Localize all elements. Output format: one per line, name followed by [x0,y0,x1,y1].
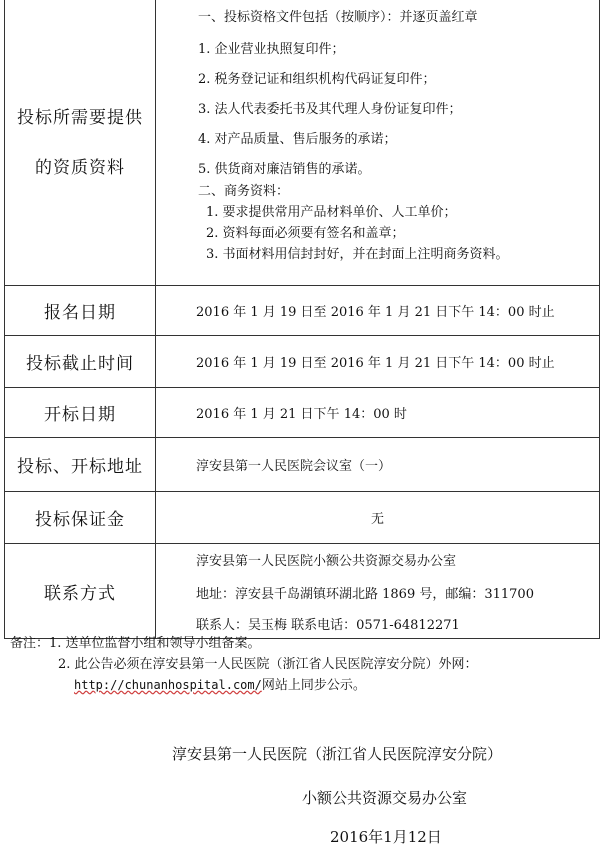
row-label: 投标、开标地址 [5,438,156,492]
qualification-label-cell [5,0,156,286]
signature-org-line1: 淳安县第一人民医院（浙江省人民医院淳安分院） [172,745,503,763]
contact-content-cell [156,544,600,639]
qualification-item: 2. 税务登记证和组织机构代码证复印件； [198,72,436,87]
note-1: 1. 送单位监督小组和领导小组备案。 [49,636,261,651]
qualification-heading-2: 二、商务资料： [198,184,290,199]
bid-opening-date-row [5,388,600,438]
signature-org-line2: 小额公共资源交易办公室 [302,789,468,807]
contact-person: 联系人：吴玉梅 联系电话：0571-64812271 [196,618,460,633]
bid-deadline-row [5,336,600,388]
signature-date: 2016年1月12日 [330,828,442,846]
bid-deposit-row [5,492,600,544]
registration-date-row [5,286,600,336]
row-value: 2016 年 1 月 19 日至 2016 年 1 月 21 日下午 14：00 时止 [156,336,600,388]
contact-address: 地址：淳安县千岛湖镇环湖北路 1869 号，邮编：311700 [196,587,534,602]
row-value: 无 [156,492,600,544]
note-line-3 [10,675,478,696]
qualification-item: 4. 对产品质量、售后服务的承诺； [198,132,397,147]
tender-info-table [4,0,600,639]
qualification-label-line2: 的资质资料 [35,157,125,178]
qualification-label-line1: 投标所需要提供 [17,107,143,128]
row-label: 投标截止时间 [5,336,156,388]
row-label: 开标日期 [5,388,156,438]
qualification-row [5,0,600,286]
contact-label: 联系方式 [5,544,156,639]
note-line-1 [10,633,478,654]
commercial-item: 3. 书面材料用信封封好，并在封面上注明商务资料。 [206,247,509,262]
bid-location-row [5,438,600,492]
commercial-item: 1. 要求提供常用产品材料单价、人工单价； [206,205,457,220]
qualification-item: 5. 供货商对廉洁销售的承诺。 [198,162,371,177]
commercial-item: 2. 资料每面必须要有签名和盖章； [206,226,405,241]
contact-row [5,544,600,639]
row-value: 淳安县第一人民医院会议室（一） [156,438,600,492]
row-label: 报名日期 [5,286,156,336]
qualification-content-cell [156,0,600,286]
row-value: 2016 年 1 月 21 日下午 14：00 时 [156,388,600,438]
qualification-heading-1: 一、投标资格文件包括（按顺序）：并逐页盖红章 [198,10,478,25]
note-url-suffix: 网站上同步公示。 [261,678,366,693]
notes-block [10,633,478,696]
notes-prefix: 备注： [10,636,50,651]
row-label: 投标保证金 [5,492,156,544]
hospital-website-link[interactable]: http://chunanhospital.com/ [74,678,262,692]
note-line-2: 2. 此公告必须在淳安县第一人民医院（浙江省人民医院淳安分院）外网： [58,657,478,672]
qualification-item: 1. 企业营业执照复印件； [198,42,345,57]
contact-office: 淳安县第一人民医院小额公共资源交易办公室 [196,554,457,569]
row-value: 2016 年 1 月 19 日至 2016 年 1 月 21 日下午 14：00 时止 [156,286,600,336]
qualification-item: 3. 法人代表委托书及其代理人身份证复印件； [198,102,462,117]
